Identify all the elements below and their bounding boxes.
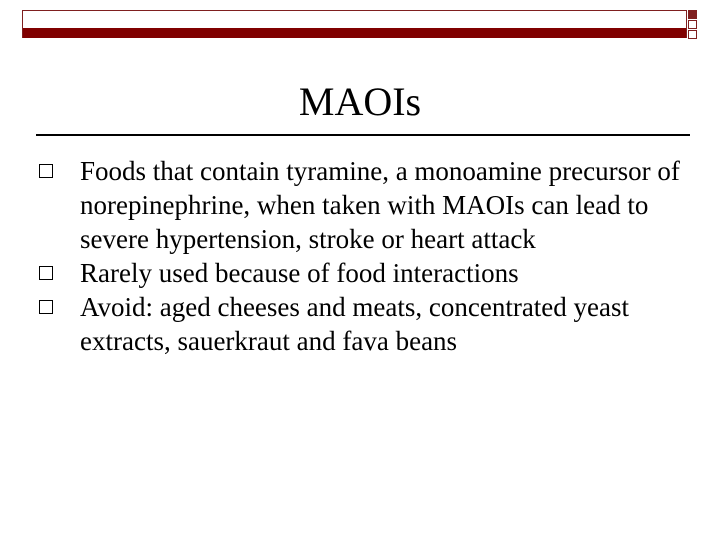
bullet-text: Rarely used because of food interactions xyxy=(80,258,519,288)
corner-square-filled xyxy=(688,10,697,19)
header-decoration-stripe xyxy=(23,28,686,38)
bullet-item xyxy=(38,290,688,358)
bullet-text: Avoid: aged cheeses and meats, concentrated yeast extracts, sauerkraut and fava beans xyxy=(80,292,630,356)
corner-square-outline xyxy=(688,30,697,39)
title-underline xyxy=(36,134,690,136)
hollow-square-bullet-icon xyxy=(39,164,53,178)
slide-title: MAOIs xyxy=(298,79,422,124)
header-decoration-bar xyxy=(22,10,687,38)
bullet-text: Foods that contain tyramine, a monoamine precursor of norepinephrine, when taken with MAOIs can lead to severe hypertension, stroke or heart attack xyxy=(80,156,680,254)
bullet-list xyxy=(38,154,688,358)
bullet-item xyxy=(38,154,688,256)
hollow-square-bullet-icon xyxy=(39,266,53,280)
bullet-item xyxy=(38,256,688,290)
hollow-square-bullet-icon xyxy=(39,300,53,314)
corner-square-outline xyxy=(688,20,697,29)
